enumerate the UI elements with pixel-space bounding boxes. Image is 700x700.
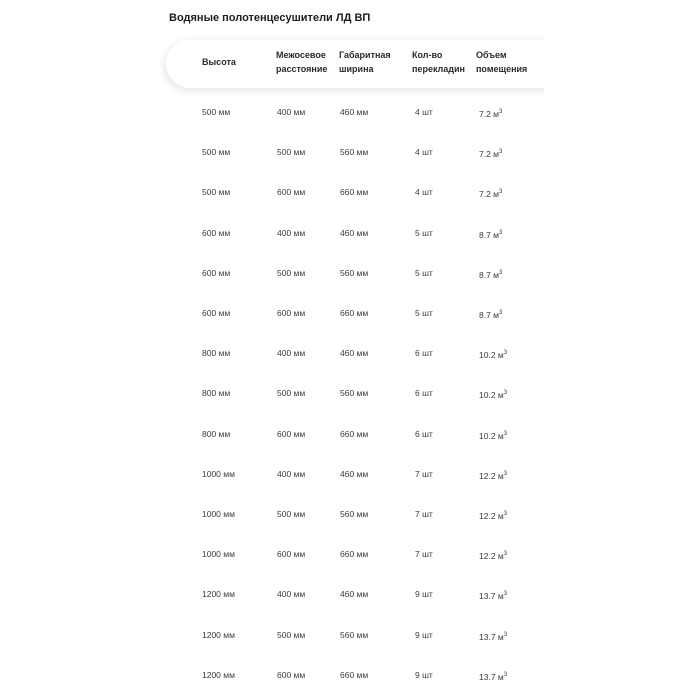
- room-volume-exponent: 3: [503, 672, 508, 678]
- cell-overall-width: 460 мм: [340, 348, 369, 358]
- room-volume-exponent: 3: [503, 551, 508, 557]
- cell-overall-width: 660 мм: [340, 187, 369, 197]
- header-room-volume-line2: помещения: [476, 64, 528, 74]
- room-volume-value: 12.2 м: [479, 550, 504, 561]
- cell-height: 1000 мм: [202, 469, 235, 479]
- room-volume-value: 13.7 м: [479, 631, 504, 642]
- table-row: [0, 146, 700, 162]
- header-room-volume-line1: Объем: [476, 50, 507, 60]
- room-volume-value: 10.2 м: [479, 349, 504, 360]
- cell-crossbars: 5 шт: [415, 268, 433, 278]
- cell-height: 800 мм: [202, 388, 231, 398]
- room-volume-value: 7.2 м: [479, 148, 500, 159]
- table-row: [0, 347, 700, 363]
- cell-crossbars: 4 шт: [415, 147, 433, 157]
- room-volume-value: 12.2 м: [479, 510, 504, 521]
- cell-height: 500 мм: [202, 107, 231, 117]
- table-row: [0, 106, 700, 122]
- cell-overall-width: 560 мм: [340, 509, 369, 519]
- header-room-volume: [476, 48, 527, 76]
- cell-overall-width: 560 мм: [340, 388, 369, 398]
- cell-room-volume: [479, 227, 502, 241]
- room-volume-value: 10.2 м: [479, 389, 504, 400]
- cell-center-distance: 600 мм: [277, 670, 306, 680]
- room-volume-value: 12.2 м: [479, 470, 504, 481]
- room-volume-value: 8.7 м: [479, 269, 500, 280]
- cell-room-volume: [479, 267, 502, 281]
- cell-height: 1000 мм: [202, 549, 235, 559]
- cell-crossbars: 9 шт: [415, 670, 433, 680]
- cell-center-distance: 500 мм: [277, 509, 306, 519]
- room-volume-exponent: 3: [499, 310, 503, 316]
- cell-height: 600 мм: [202, 268, 231, 278]
- cell-center-distance: 400 мм: [277, 589, 306, 599]
- room-volume-value: 7.2 м: [479, 188, 500, 199]
- cell-center-distance: 600 мм: [277, 549, 306, 559]
- header-overall-width-line2: ширина: [339, 64, 374, 74]
- cell-center-distance: 400 мм: [277, 228, 306, 238]
- cell-center-distance: 500 мм: [277, 388, 306, 398]
- cell-height: 1000 мм: [202, 509, 235, 519]
- cell-room-volume: [479, 508, 507, 522]
- cell-overall-width: 460 мм: [340, 589, 369, 599]
- room-volume-exponent: 3: [499, 149, 503, 155]
- cell-height: 600 мм: [202, 308, 231, 318]
- room-volume-exponent: 3: [503, 511, 508, 517]
- cell-crossbars: 6 шт: [415, 348, 433, 358]
- room-volume-exponent: 3: [499, 230, 503, 236]
- cell-center-distance: 500 мм: [277, 268, 306, 278]
- header-height: [202, 55, 236, 69]
- cell-overall-width: 660 мм: [340, 670, 369, 680]
- room-volume-exponent: 3: [503, 390, 508, 396]
- room-volume-value: 13.7 м: [479, 671, 504, 682]
- cell-center-distance: 400 мм: [277, 107, 306, 117]
- cell-crossbars: 5 шт: [415, 308, 433, 318]
- cell-room-volume: [479, 468, 507, 482]
- cell-crossbars: 7 шт: [415, 509, 433, 519]
- cell-room-volume: [479, 387, 507, 401]
- cell-crossbars: 9 шт: [415, 589, 433, 599]
- room-volume-exponent: 3: [503, 350, 508, 356]
- cell-crossbars: 6 шт: [415, 388, 433, 398]
- cell-crossbars: 7 шт: [415, 549, 433, 559]
- cell-height: 1200 мм: [202, 630, 235, 640]
- cell-overall-width: 560 мм: [340, 630, 369, 640]
- table-row: [0, 186, 700, 202]
- room-volume-value: 7.2 м: [479, 108, 500, 119]
- cell-crossbars: 4 шт: [415, 187, 433, 197]
- cell-height: 500 мм: [202, 187, 231, 197]
- cell-overall-width: 460 мм: [340, 107, 369, 117]
- table-row: [0, 227, 700, 243]
- cell-overall-width: 460 мм: [340, 228, 369, 238]
- room-volume-value: 8.7 м: [479, 309, 500, 320]
- cell-height: 500 мм: [202, 147, 231, 157]
- cell-center-distance: 400 мм: [277, 348, 306, 358]
- table-row: [0, 307, 700, 323]
- cell-room-volume: [479, 428, 507, 442]
- cell-center-distance: 500 мм: [277, 147, 306, 157]
- cell-height: 800 мм: [202, 348, 231, 358]
- cell-center-distance: 600 мм: [277, 429, 306, 439]
- header-clip: [544, 30, 700, 100]
- header-center-distance-line1: Межосевое: [276, 50, 326, 60]
- table-row: [0, 548, 700, 564]
- table-row: [0, 669, 700, 685]
- room-volume-exponent: 3: [499, 109, 503, 115]
- room-volume-value: 8.7 м: [479, 229, 500, 240]
- cell-center-distance: 600 мм: [277, 308, 306, 318]
- room-volume-exponent: 3: [503, 431, 508, 437]
- cell-overall-width: 660 мм: [340, 549, 369, 559]
- room-volume-value: 13.7 м: [479, 590, 504, 601]
- cell-overall-width: 560 мм: [340, 268, 369, 278]
- cell-room-volume: [479, 146, 502, 160]
- cell-crossbars: 9 шт: [415, 630, 433, 640]
- cell-room-volume: [479, 669, 507, 683]
- page-title: Водяные полотенцесушители ЛД ВП: [169, 12, 371, 24]
- cell-room-volume: [479, 588, 507, 602]
- header-center-distance-line2: расстояние: [276, 64, 328, 74]
- table-row: [0, 468, 700, 484]
- cell-room-volume: [479, 347, 507, 361]
- header-overall-width-line1: Габаритная: [339, 50, 391, 60]
- cell-room-volume: [479, 106, 502, 120]
- cell-center-distance: 600 мм: [277, 187, 306, 197]
- table-row: [0, 267, 700, 283]
- header-crossbar-count: [412, 48, 465, 76]
- room-volume-exponent: 3: [503, 591, 508, 597]
- cell-height: 1200 мм: [202, 670, 235, 680]
- room-volume-exponent: 3: [499, 189, 503, 195]
- table-row: [0, 387, 700, 403]
- cell-center-distance: 500 мм: [277, 630, 306, 640]
- room-volume-exponent: 3: [499, 270, 503, 276]
- room-volume-value: 10.2 м: [479, 430, 504, 441]
- cell-crossbars: 6 шт: [415, 429, 433, 439]
- cell-crossbars: 4 шт: [415, 107, 433, 117]
- header-center-distance: [276, 48, 327, 76]
- table-row: [0, 428, 700, 444]
- room-volume-exponent: 3: [503, 471, 508, 477]
- cell-room-volume: [479, 548, 507, 562]
- cell-height: 600 мм: [202, 228, 231, 238]
- cell-overall-width: 460 мм: [340, 469, 369, 479]
- cell-height: 1200 мм: [202, 589, 235, 599]
- header-height-line1: Высота: [202, 57, 236, 67]
- header-crossbar-count-line1: Кол-во: [412, 50, 443, 60]
- cell-crossbars: 7 шт: [415, 469, 433, 479]
- header-crossbar-count-line2: перекладин: [412, 64, 465, 74]
- table-row: [0, 588, 700, 604]
- cell-room-volume: [479, 629, 507, 643]
- cell-center-distance: 400 мм: [277, 469, 306, 479]
- table-row: [0, 508, 700, 524]
- room-volume-exponent: 3: [503, 632, 508, 638]
- cell-overall-width: 660 мм: [340, 429, 369, 439]
- cell-room-volume: [479, 307, 502, 321]
- table-row: [0, 629, 700, 645]
- cell-crossbars: 5 шт: [415, 228, 433, 238]
- cell-height: 800 мм: [202, 429, 231, 439]
- cell-room-volume: [479, 186, 502, 200]
- header-overall-width: [339, 48, 391, 76]
- cell-overall-width: 660 мм: [340, 308, 369, 318]
- cell-overall-width: 560 мм: [340, 147, 369, 157]
